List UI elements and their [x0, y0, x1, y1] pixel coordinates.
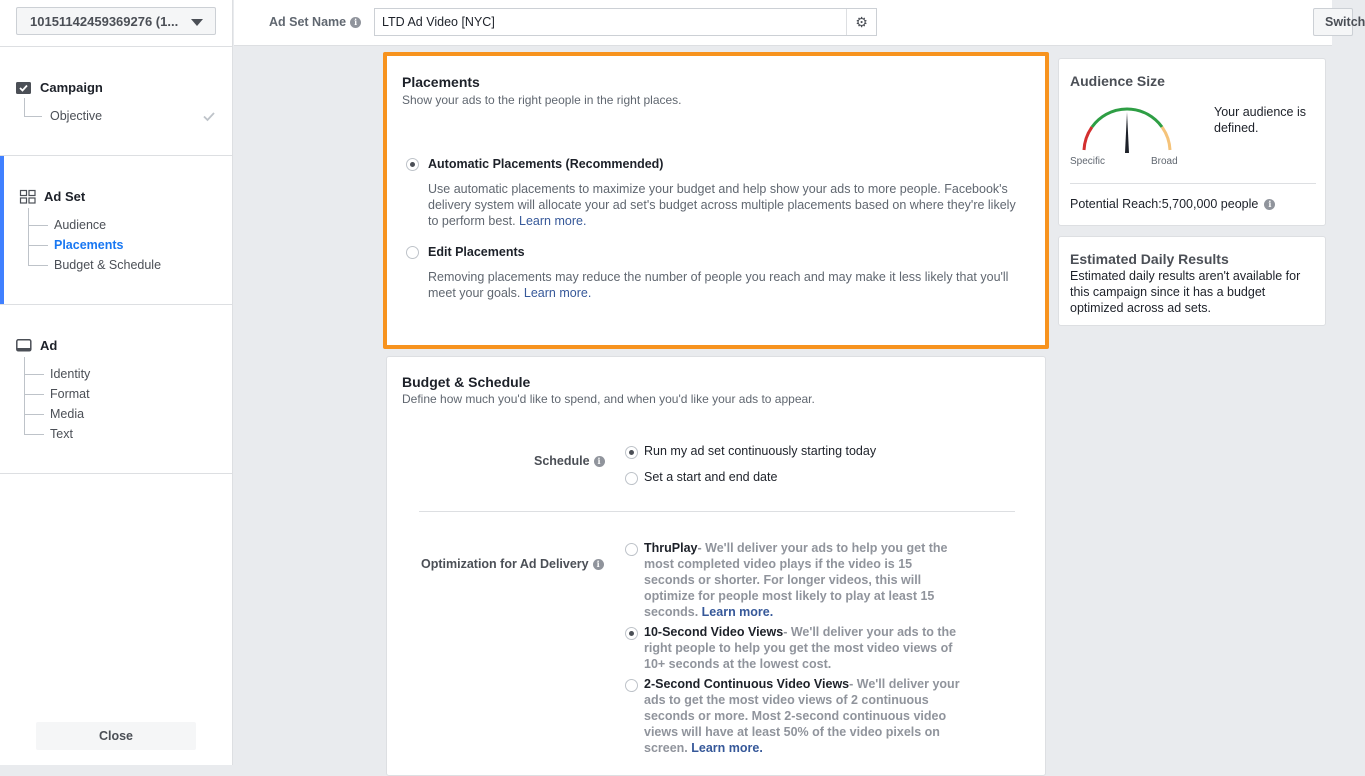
thruplay-radio[interactable] — [625, 543, 638, 556]
budget-schedule-subtitle: Define how much you'd like to spend, and when you'd like your ads to appear. — [402, 392, 815, 406]
gauge-narrow-arc — [1084, 127, 1092, 150]
audience-size-title: Audience Size — [1070, 73, 1165, 89]
automatic-placements-radio[interactable] — [406, 158, 419, 171]
audience-size-card — [1058, 58, 1326, 226]
adset-name-label-text: Ad Set Name — [269, 15, 347, 29]
sidebar-section-title: Ad Set — [44, 189, 86, 204]
sidebar-item-format[interactable]: Format — [50, 387, 90, 401]
sidebar-section-adset[interactable] — [20, 189, 85, 204]
two-second-views-radio[interactable] — [625, 679, 638, 692]
schedule-continuous-radio[interactable] — [625, 446, 638, 459]
sidebar-section-title: Campaign — [40, 80, 103, 95]
caret-down-icon — [191, 19, 203, 26]
learn-more-link[interactable]: Learn more. — [691, 741, 763, 755]
sidebar-item-budget-schedule[interactable]: Budget & Schedule — [54, 258, 162, 272]
edit-placements-radio[interactable] — [406, 246, 419, 259]
audience-status: Your audience is defined. — [1214, 105, 1306, 135]
info-icon[interactable]: i — [1264, 199, 1275, 210]
automatic-placements-desc-text: Use automatic placements to maximize your budget and help show your ads to more people. Facebook's delivery system will allocate your ad set's budget across multiple placements based on where they're likely to perform best. — [428, 182, 1016, 228]
automatic-placements-description — [428, 181, 1028, 229]
section-divider — [419, 511, 1015, 512]
ad-monitor-icon — [16, 339, 32, 353]
potential-reach — [1070, 196, 1275, 212]
gauge-broad-label: Broad — [1151, 156, 1178, 167]
sidebar-divider — [0, 46, 233, 47]
estimated-results-title: Estimated Daily Results — [1070, 251, 1229, 267]
learn-more-link[interactable]: Learn more. — [519, 214, 587, 228]
sidebar-section-campaign[interactable] — [16, 80, 103, 95]
schedule-start-end-radio[interactable] — [625, 472, 638, 485]
edit-placements-label[interactable]: Edit Placements — [428, 245, 525, 259]
automatic-placements-label[interactable]: Automatic Placements (Recommended) — [428, 157, 664, 171]
account-selector-label: 10151142459369276 (1... — [30, 14, 179, 29]
edit-placements-description — [428, 269, 1028, 301]
info-icon[interactable]: i — [593, 559, 604, 570]
sidebar-item-identity[interactable]: Identity — [50, 367, 91, 381]
ten-second-views-radio[interactable] — [625, 627, 638, 640]
tree-line — [24, 374, 44, 375]
sidebar-divider — [0, 155, 233, 156]
thruplay-option[interactable] — [644, 540, 962, 620]
optimization-label — [421, 557, 604, 571]
two-second-views-name: 2-Second Continuous Video Views — [644, 677, 850, 691]
gauge-broad-arc — [1162, 127, 1170, 150]
audience-gauge — [1079, 103, 1175, 155]
ten-second-views-option[interactable] — [644, 624, 962, 672]
adset-name-label — [269, 15, 361, 29]
sidebar — [0, 0, 233, 765]
sidebar-divider — [0, 473, 233, 474]
schedule-label-text: Schedule — [534, 454, 590, 468]
tree-line — [24, 357, 25, 435]
info-icon[interactable]: i — [594, 456, 605, 467]
top-bar — [234, 0, 1365, 46]
budget-schedule-card — [386, 356, 1046, 776]
audience-divider — [1070, 183, 1316, 184]
learn-more-link[interactable]: Learn more. — [701, 605, 774, 619]
switch-button[interactable]: Switch — [1313, 8, 1353, 36]
sidebar-item-media[interactable]: Media — [50, 407, 85, 421]
schedule-start-end-label[interactable]: Set a start and end date — [644, 470, 778, 484]
tree-line — [24, 414, 44, 415]
tree-line — [24, 394, 44, 395]
schedule-continuous-label[interactable]: Run my ad set continuously starting today — [644, 444, 877, 458]
sidebar-section-title: Ad — [40, 338, 58, 353]
optimization-label-text: Optimization for Ad Delivery — [421, 557, 589, 571]
potential-reach-text: Potential Reach:5,700,000 people — [1070, 197, 1259, 211]
gauge-specific-label: Specific — [1070, 156, 1106, 167]
tree-line — [24, 116, 42, 117]
gauge-needle — [1125, 112, 1129, 153]
thruplay-desc: - We'll deliver your ads to help you get the most completed video plays if the video is 15 seconds or shorter. For longer videos, this will optimize for people most likely to play at least 15 seconds. — [644, 541, 948, 619]
sidebar-item-objective[interactable]: Objective — [50, 109, 103, 123]
info-icon[interactable]: i — [350, 17, 361, 28]
placements-subtitle: Show your ads to the right people in the right places. — [402, 93, 682, 107]
close-button[interactable]: Close — [36, 722, 196, 750]
gear-icon[interactable]: ⚙ — [846, 9, 876, 35]
thruplay-name: ThruPlay — [644, 541, 698, 555]
placements-title: Placements — [402, 74, 480, 90]
account-selector[interactable] — [16, 7, 216, 35]
budget-schedule-title: Budget & Schedule — [402, 374, 531, 390]
campaign-folder-icon — [16, 81, 32, 95]
schedule-label — [534, 454, 605, 468]
check-icon — [203, 112, 215, 121]
learn-more-link[interactable]: Learn more. — [523, 286, 592, 300]
sidebar-divider — [0, 304, 233, 305]
tree-line — [28, 208, 29, 266]
ten-second-views-name: 10-Second Video Views — [644, 625, 784, 639]
tree-line — [28, 225, 48, 226]
active-section-indicator — [0, 156, 4, 304]
adset-name-value: LTD Ad Video [NYC] — [382, 15, 495, 29]
ten-second-views-desc: - We'll deliver your ads to the right people to help you get the most video views of 10+ seconds at the lowest cost. — [644, 625, 957, 671]
sidebar-item-text[interactable]: Text — [50, 427, 73, 441]
estimated-results-text: Estimated daily results aren't available for this campaign since it has a budget optimized across ad sets. — [1070, 269, 1301, 315]
sidebar-item-placements[interactable]: Placements — [54, 238, 124, 252]
tree-line — [24, 98, 25, 116]
estimated-daily-results-card — [1058, 236, 1326, 326]
edit-placements-desc-text: Removing placements may reduce the number of people you reach and may make it less likely that you'll meet your goals. — [428, 270, 1009, 300]
sidebar-item-audience[interactable]: Audience — [54, 218, 107, 232]
tree-line — [28, 265, 48, 266]
adset-name-input[interactable] — [374, 8, 877, 36]
two-second-views-option[interactable] — [644, 676, 962, 756]
placements-card — [383, 52, 1049, 349]
adset-grid-icon — [20, 190, 36, 204]
tree-line — [24, 434, 44, 435]
sidebar-section-ad[interactable] — [16, 338, 57, 353]
tree-line — [28, 245, 48, 246]
two-second-views-desc: - We'll deliver your ads to get the most video views of 2 continuous seconds or more. Most 2-second continuous video views will have at least 50% of the video pixels on screen. — [644, 677, 960, 755]
